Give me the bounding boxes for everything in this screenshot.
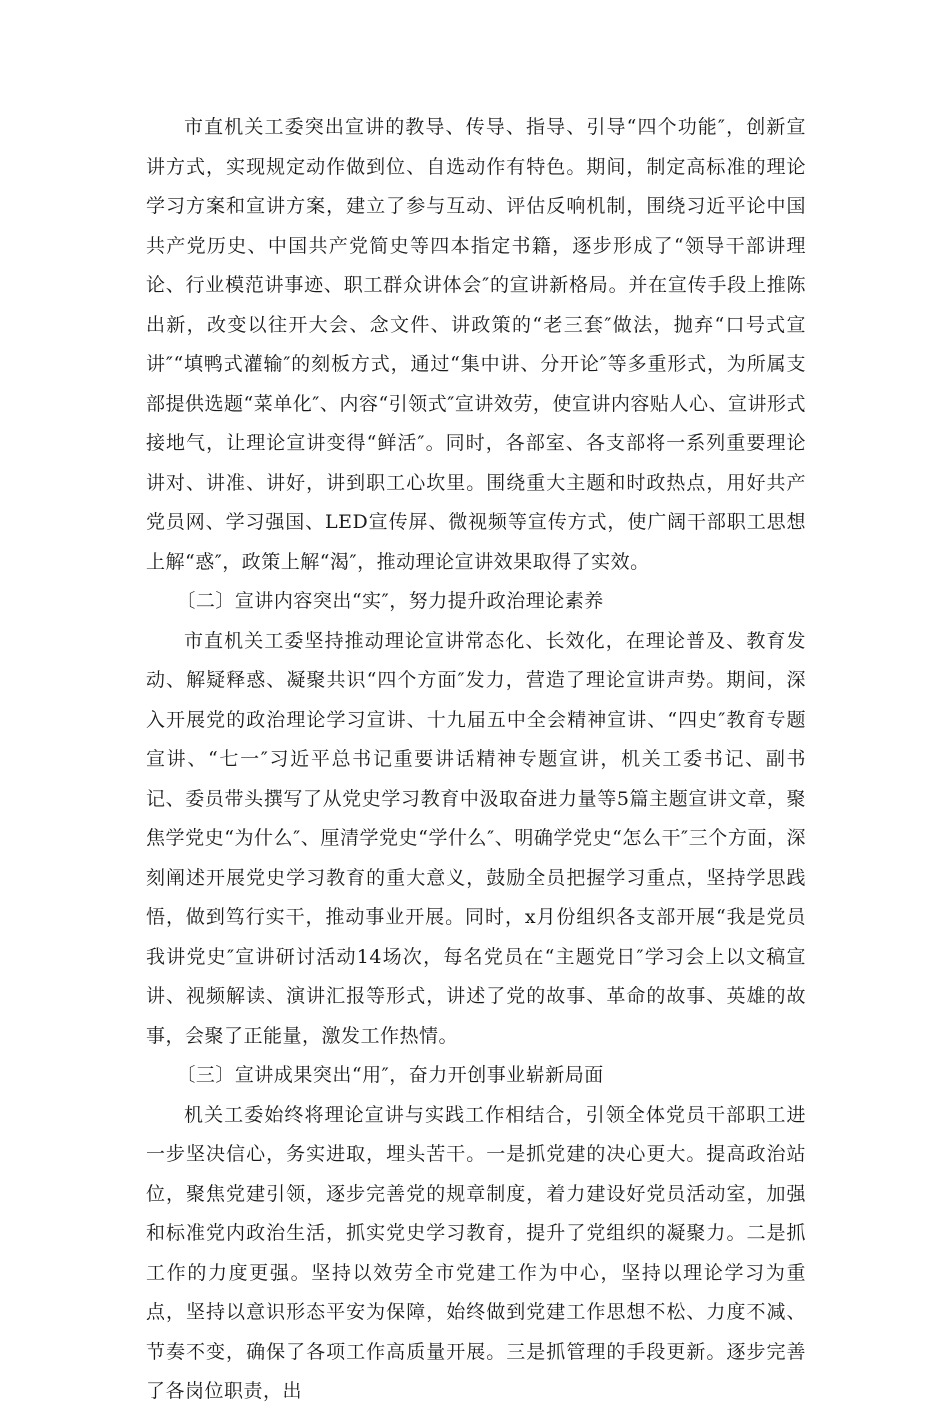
body-paragraph-2: 市直机关工委坚持推动理论宣讲常态化、长效化，在理论普及、教育发动、解疑释惑、凝聚共识“四个方面″发力，营造了理论宣讲声势。期间，深入开展党的政治理论学习宣讲、十九届五中全会精神宣讲、“四史″教育专题宣讲、“七一″习近平总书记重要讲话精神专题宣讲，机关工委书记、副书记、委员带头撰写了从党史学习教育中汲取奋进力量等5篇主题宣讲文章，聚焦学党史“为什么″、厘清学党史“学什么″、明确学党史“怎么干″三个方面，深刻阐述开展党史学习教育的重大意义，鼓励全员把握学习重点，坚持学思践悟，做到笃行实干，推动事业开展。同时，x月份组织各支部开展“我是党员我讲党史″宣讲研讨活动14场次，每名党员在“主题党日″学习会上以文稿宣讲、视频解读、演讲汇报等形式，讲述了党的故事、革命的故事、英雄的故事，会聚了正能量，激发工作热情。 xyxy=(146,629,806,1047)
body-paragraph-3: 机关工委始终将理论宣讲与实践工作相结合，引领全体党员干部职工进一步坚决信心，务实进取，埋头苦干。一是抓党建的决心更大。提高政治站位，聚焦党建引领，逐步完善党的规章制度，着力建设好党员活动室，加强和标准党内政治生活，抓实党史学习教育，提升了党组织的凝聚力。二是抓工作的力度更强。坚持以效劳全市党建工作为中心，坚持以理论学习为重点，坚持以意识形态平安为保障，始终做到党建工作思想不松、力度不减、节奏不变，确保了各项工作高质量开展。三是抓管理的手段更新。逐步完善了各岗位职责，出 xyxy=(146,1103,806,1402)
section-heading-3: 〔三〕宣讲成果突出“用″，奋力开创事业崭新局面 xyxy=(176,1064,604,1086)
document-page xyxy=(146,108,806,1412)
section-heading-2: 〔二〕宣讲内容突出“实″，努力提升政治理论素养 xyxy=(176,590,604,612)
body-paragraph-1: 市直机关工委突出宣讲的教导、传导、指导、引导“四个功能″，创新宣讲方式，实现规定动作做到位、自选动作有特色。期间，制定高标准的理论学习方案和宣讲方案，建立了参与互动、评估反响机制，围绕习近平论中国共产党历史、中国共产党简史等四本指定书籍，逐步形成了“领导干部讲理论、行业模范讲事迹、职工群众讲体会″的宣讲新格局。并在宣传手段上推陈出新，改变以往开大会、念文件、讲政策的“老三套″做法，抛弃“口号式宣讲″“填鸭式灌输″的刻板方式，通过“集中讲、分开论″等多重形式，为所属支部提供选题“菜单化″、内容“引领式″宣讲效劳，使宣讲内容贴人心、宣讲形式接地气，让理论宣讲变得“鲜活″。同时，各部室、各支部将一系列重要理论讲对、讲准、讲好，讲到职工心坎里。围绕重大主题和时政热点，用好共产党员网、学习强国、LED宣传屏、微视频等宣传方式，使广阔干部职工思想上解“惑″，政策上解“渴″，推动理论宣讲效果取得了实效。 xyxy=(146,116,806,573)
